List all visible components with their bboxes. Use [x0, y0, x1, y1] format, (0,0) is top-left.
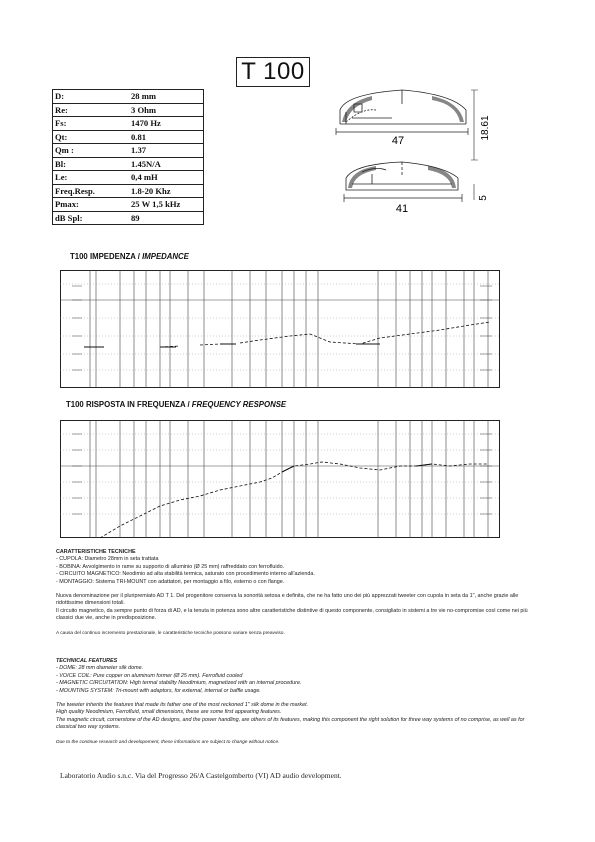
- en-note: Due to the continue research and developement, these informations are subject to change without notice.: [56, 739, 280, 745]
- impedance-title-en: IMPEDANCE: [142, 252, 189, 261]
- spec-row: [53, 211, 204, 225]
- spec-value: 89: [125, 211, 204, 225]
- dimension-height-lower: 5: [478, 195, 489, 201]
- it-line: - MONTAGGIO: Sistema TRI-MOUNT con adattatori, per montaggio a filo, esterno o con flange.: [56, 578, 285, 585]
- spec-value: 1470 Hz: [125, 117, 204, 131]
- en-line: - MOUNTING SYSTEM: Tri-mount with adaptors, for external, internal or baffle usage.: [56, 687, 261, 694]
- impedance-chart: [60, 270, 500, 388]
- specs-table: [52, 89, 204, 225]
- spec-label: Qm :: [53, 144, 126, 158]
- spec-row: [53, 90, 204, 104]
- impedance-title-it: T100 IMPEDENZA /: [70, 252, 140, 261]
- dimension-width-lower: 41: [395, 203, 409, 215]
- spec-row: [53, 130, 204, 144]
- it-header: CARATTERISTICHE TECNICHE: [56, 549, 136, 555]
- spec-value: 0.81: [125, 130, 204, 144]
- spec-value: 0,4 mH: [125, 171, 204, 185]
- spec-label: Re:: [53, 103, 126, 117]
- spec-label: Fs:: [53, 117, 126, 131]
- en-paragraph: The magnetic circuit, cornerstone of the AD designs, and the power handling, are others of its features, making this component the right solution for three way systems of no comprise, as well as for classical two way systems.: [56, 716, 525, 731]
- response-chart: [60, 420, 500, 538]
- dimension-height-upper: 18.61: [480, 115, 491, 141]
- english-description: [56, 658, 536, 746]
- spec-label: Freq.Resp.: [53, 184, 126, 198]
- en-paragraph: The tweeter inherits the features that made its father one of the most reckoned 1" silk dome in the market.: [56, 702, 309, 709]
- it-line: - BOBINA: Avvolgimento in rame su supporto di alluminio (Ø 25 mm) raffreddato con ferrofluido.: [56, 563, 285, 570]
- model-title: T 100: [236, 57, 310, 87]
- dimension-width-upper: 47: [391, 135, 405, 147]
- spec-row: [53, 144, 204, 158]
- spec-row: [53, 198, 204, 212]
- it-paragraph: Nuova denominazione per il pluripremiato AD T 1. Del progenitore conserva la sonorità setosa e definita, che ne ha fatto uno dei più apprezzati tweeter con cupola in seta da 1", anche grazie alle ridottissime dimensioni totali.: [56, 593, 519, 607]
- spec-value: 25 W 1,5 kHz: [125, 198, 204, 212]
- spec-row: [53, 171, 204, 185]
- it-line: - CIRCUITO MAGNETICO: Neodimio ad alta stabilità termica, saturato con procedimento interno all'azienda.: [56, 571, 315, 578]
- en-line: - VOICE COIL: Pure copper on aluminum former (Ø 25 mm). Ferrofluid cooled: [56, 672, 243, 679]
- spec-row: [53, 103, 204, 117]
- en-line: - DOME: 28 mm diameter silk dome.: [56, 665, 144, 672]
- spec-value: 1.8-20 Khz: [125, 184, 204, 198]
- response-title-en: FREQUENCY RESPONSE: [191, 400, 287, 409]
- spec-label: Le:: [53, 171, 126, 185]
- it-paragraph: Il circuito magnetico, da sempre punto di forza di AD, e la tenuta in potenza sono altre caratteristiche distintive di questo componente, consigliato in sistemi a tre vie no-compromise così come nei più classici due vie, anche in predisposizione.: [56, 607, 528, 622]
- tweeter-drawing: [332, 88, 502, 224]
- spec-value: 1.37: [125, 144, 204, 158]
- spec-row: [53, 157, 204, 171]
- spec-label: D:: [53, 90, 126, 104]
- response-title: [66, 400, 286, 409]
- spec-row: [53, 184, 204, 198]
- it-line: - CUPOLA: Diametro 28mm in seta trattata: [56, 556, 159, 563]
- spec-row: [53, 117, 204, 131]
- dome-profile-upper: [340, 90, 466, 124]
- spec-label: Pmax:: [53, 198, 126, 212]
- impedance-title: [70, 252, 189, 261]
- spec-label: Qt:: [53, 130, 126, 144]
- en-paragraph: High quality Neodimium, Ferrofluid, small dimensions, these are some first appearing features.: [56, 709, 282, 716]
- en-header: TECHNICAL FEATURES: [56, 658, 118, 664]
- en-line: - MAGNETIC CIRCUITATION: High termal stability Neodimium, magnetized with an internal procedure.: [56, 680, 302, 687]
- spec-value: 3 Ohm: [125, 103, 204, 117]
- spec-value: 1.45N/A: [125, 157, 204, 171]
- response-title-it: T100 RISPOSTA IN FREQUENZA /: [66, 400, 190, 409]
- spec-label: Bl:: [53, 157, 126, 171]
- footer-address: Laboratorio Audio s.n.c. Via del Progresso 26/A Castelgomberto (VI) AD audio development.: [60, 771, 342, 780]
- it-note: A causa del continuo incremento prestazionale, le caratteristiche tecniche possono variare senza preavviso.: [56, 630, 285, 636]
- italian-description: [56, 549, 536, 637]
- spec-label: dB Spl:: [53, 211, 126, 225]
- spec-value: 28 mm: [125, 90, 204, 104]
